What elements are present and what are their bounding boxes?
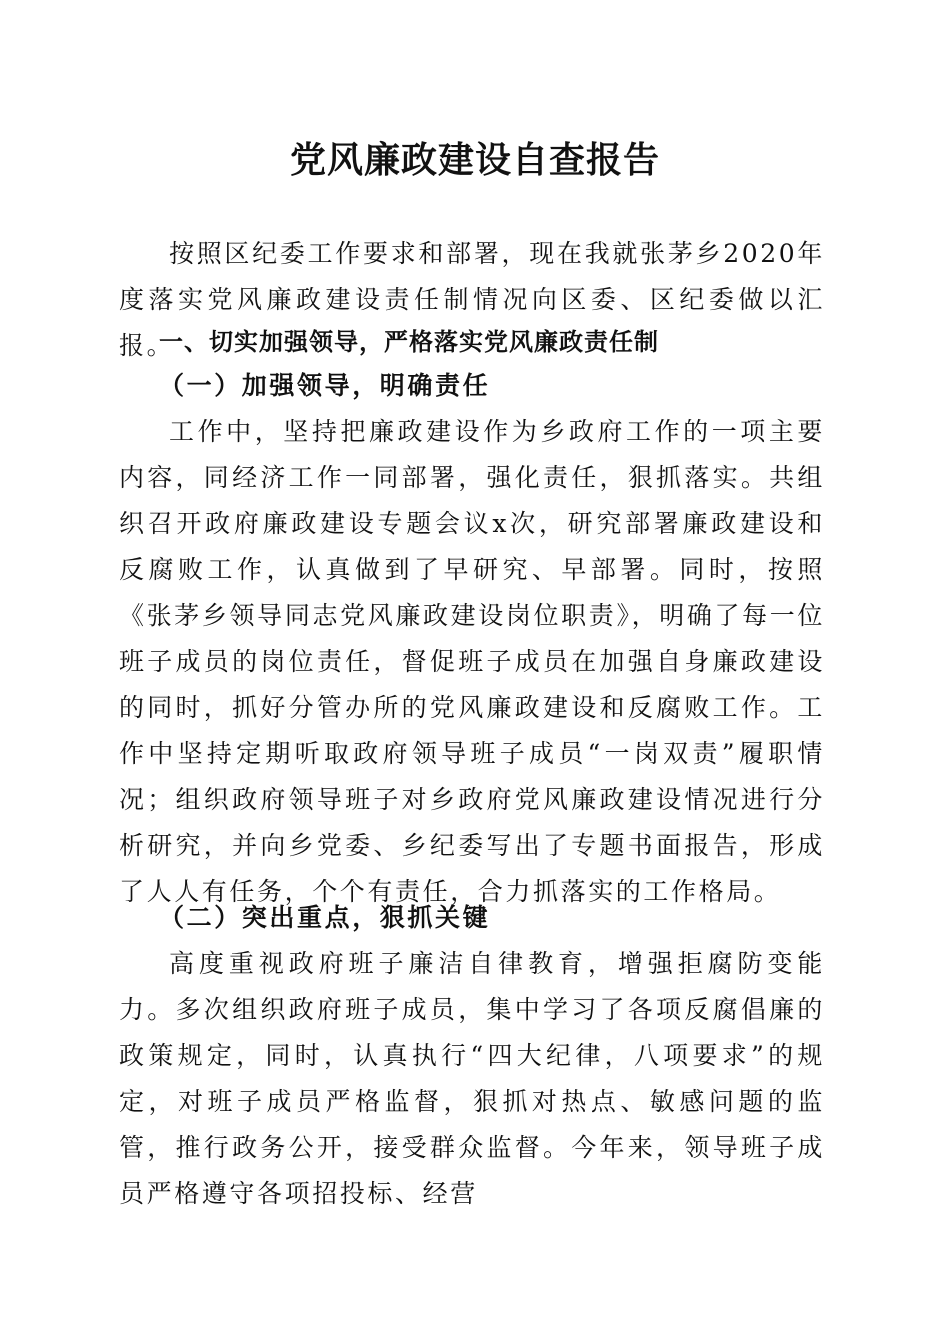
subsection-1-paragraph: 工作中，坚持把廉政建设作为乡政府工作的一项主要内容，同经济工作一同部署，强化责任，狠抓落实。共组织召开政府廉政建设专题会议x次，研究部署廉政建设和反腐败工作，认真做到了早研究、早部署。同时，按照《张茅乡领导同志党风廉政建设岗位职责》，明确了每一位班子成员的岗位责任，督促班子成员在加强自身廉政建设的同时，抓好分管办所的党风廉政建设和反腐败工作。工作中坚持定期听取政府领导班子成员“一岗双责”履职情况；组织政府领导班子对乡政府党风廉政建设情况进行分析研究，并向乡党委、乡纪委写出了专题书面报告，形成了人人有任务，个个有责任，合力抓落实的工作格局。 <box>119 417 825 906</box>
intro-paragraph: 按照区纪委工作要求和部署，现在我就张茅乡2020年度落实党风廉政建设责任制情况向区委、区纪委做以汇报。 <box>119 239 825 360</box>
section-1-heading: 一、切实加强领导，严格落实党风廉政责任制 <box>159 328 659 356</box>
document-title: 党风廉政建设自查报告 <box>289 139 660 181</box>
subsection-1-heading: （一）加强领导，明确责任 <box>159 371 491 400</box>
subsection-2-paragraph: 高度重视政府班子廉洁自律教育，增强拒腐防变能力。多次组织政府班子成员，集中学习了各项反腐倡廉的政策规定，同时，认真执行“四大纪律，八项要求”的规定，对班子成员严格监督，狠抓对热点、敏感问题的监管，推行政务公开，接受群众监督。今年来，领导班子成员严格遵守各项招投标、经营 <box>119 949 825 1208</box>
subsection-2-heading: （二）突出重点，狠抓关键 <box>159 903 491 932</box>
